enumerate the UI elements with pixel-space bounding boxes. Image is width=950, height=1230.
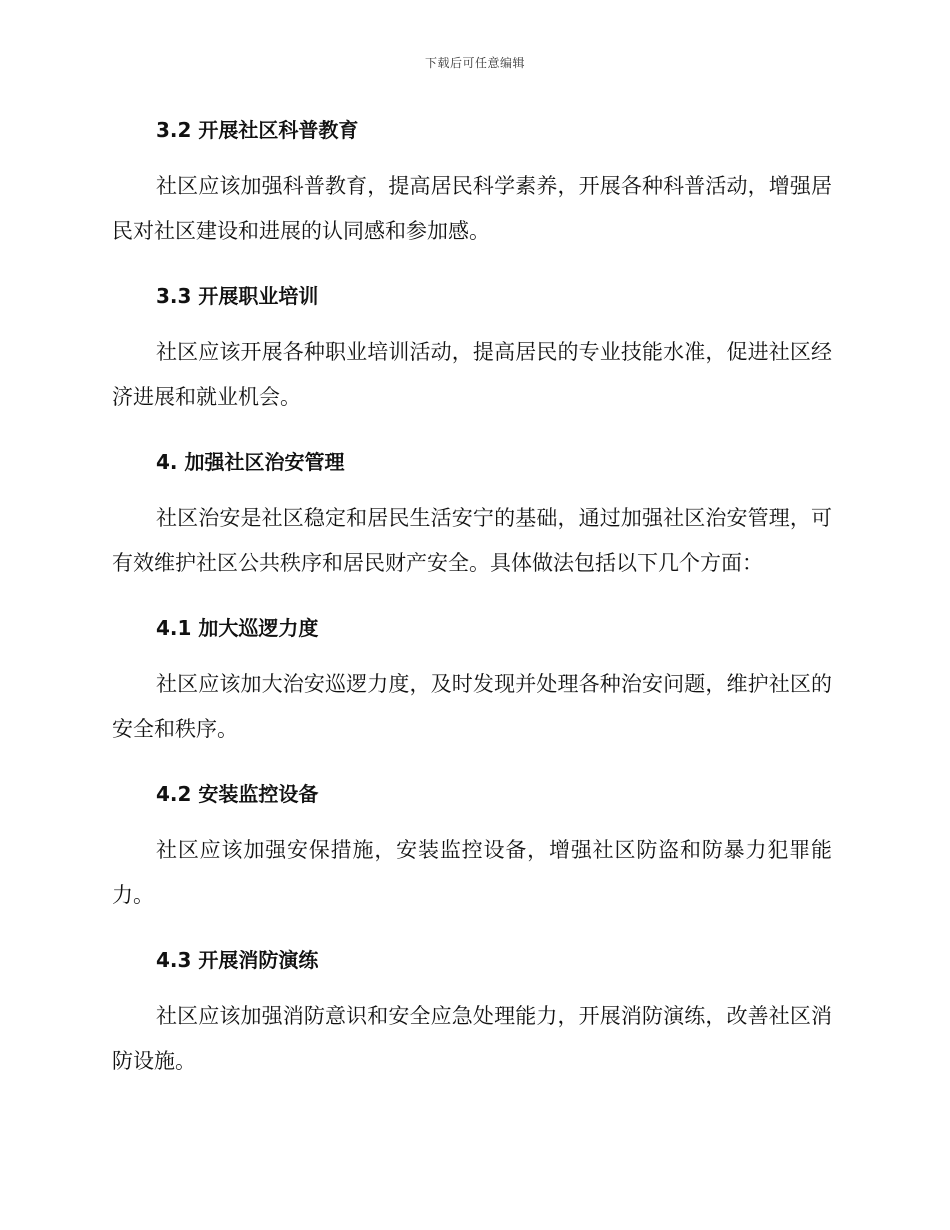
section-heading-4-3: 4.3 开展消防演练	[156, 948, 319, 972]
section-heading-4: 4. 加强社区治安管理	[156, 450, 345, 474]
section-paragraph-3-3: 社区应该开展各种职业培训活动，提高居民的专业技能水准，促进社区经济进展和就业机会。	[112, 340, 832, 409]
section-heading-3-3: 3.3 开展职业培训	[156, 284, 319, 308]
section-paragraph-4: 社区治安是社区稳定和居民生活安宁的基础，通过加强社区治安管理，可有效维护社区公共秩序和居民财产安全。具体做法包括以下几个方面：	[112, 506, 832, 575]
document-body	[112, 112, 832, 1084]
section-heading-4-2: 4.2 安装监控设备	[156, 782, 319, 806]
header-note: 下载后可任意编辑	[424, 56, 525, 70]
section-heading-4-1: 4.1 加大巡逻力度	[156, 616, 319, 640]
section-paragraph-4-2: 社区应该加强安保措施，安装监控设备，增强社区防盗和防暴力犯罪能力。	[112, 838, 832, 907]
section-paragraph-3-2: 社区应该加强科普教育，提高居民科学素养，开展各种科普活动，增强居民对社区建设和进展的认同感和参加感。	[112, 174, 832, 243]
section-heading-3-2: 3.2 开展社区科普教育	[156, 118, 359, 142]
section-paragraph-4-3: 社区应该加强消防意识和安全应急处理能力，开展消防演练，改善社区消防设施。	[112, 1004, 832, 1073]
section-paragraph-4-1: 社区应该加大治安巡逻力度，及时发现并处理各种治安问题，维护社区的安全和秩序。	[112, 672, 832, 741]
